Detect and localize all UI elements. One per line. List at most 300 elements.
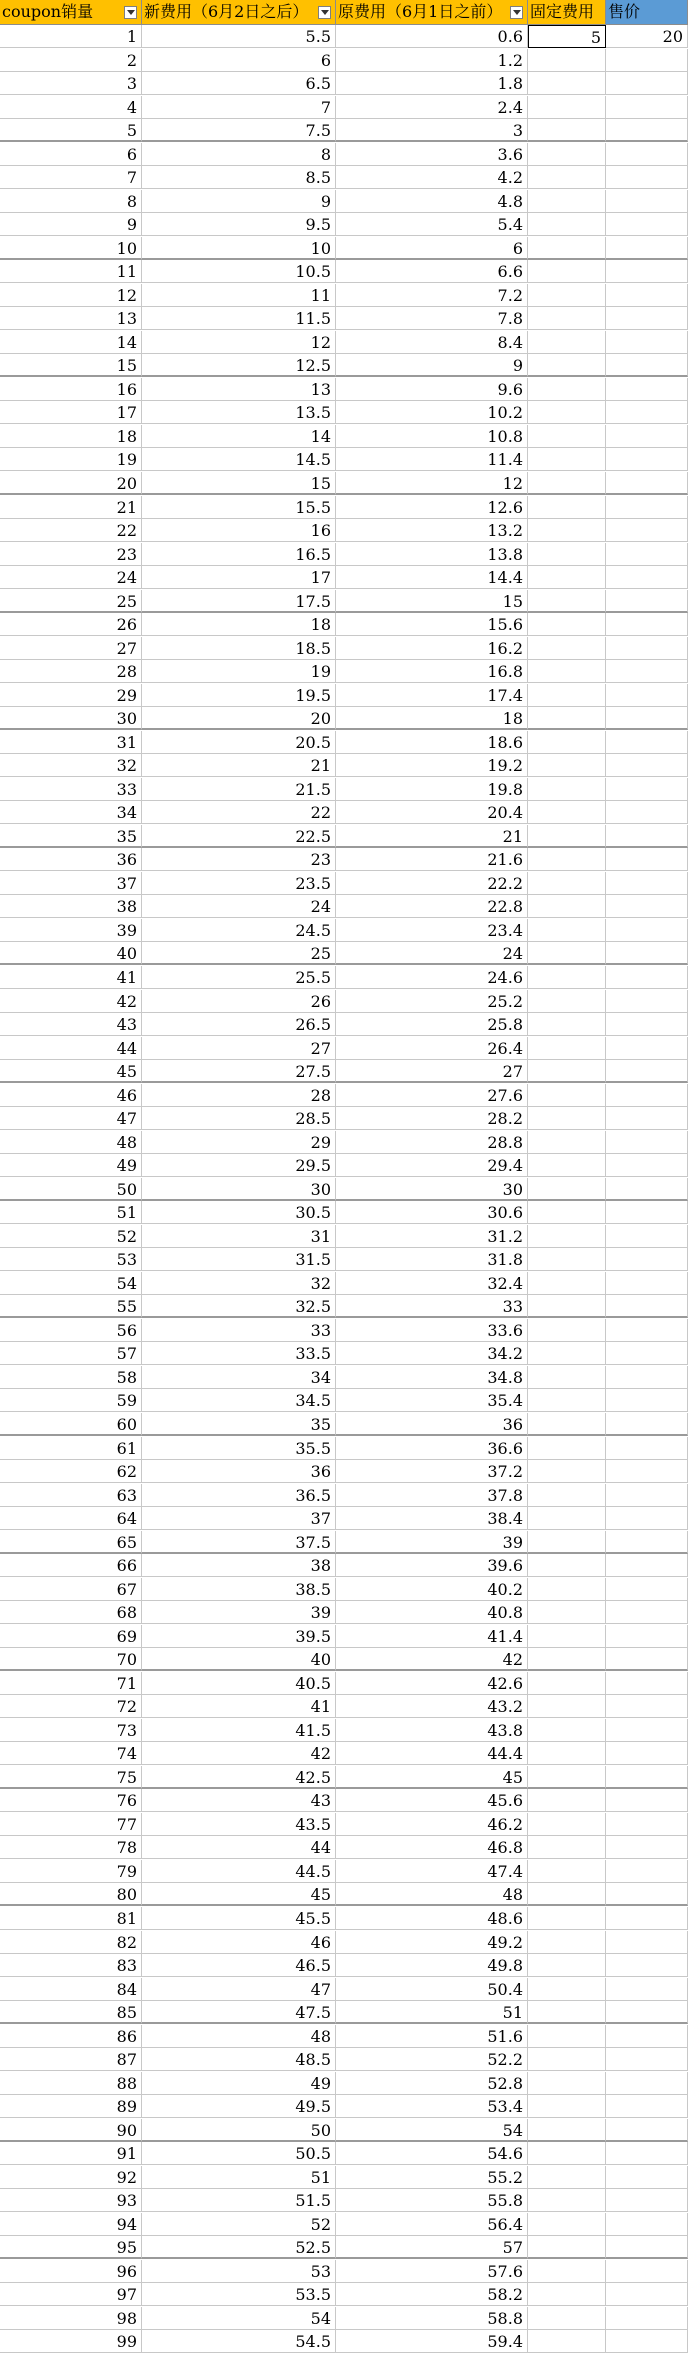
cell-fixed-cost[interactable] [528,1625,606,1648]
cell-old-fee[interactable]: 20.4 [336,801,528,824]
cell-price[interactable] [606,260,688,283]
cell-coupon-sales[interactable]: 10 [0,237,142,260]
cell-old-fee[interactable]: 1.8 [336,72,528,95]
cell-fixed-cost[interactable] [528,1836,606,1859]
cell-price[interactable] [606,2213,688,2236]
cell-new-fee[interactable]: 11 [142,284,336,307]
cell-price[interactable] [606,425,688,448]
cell-new-fee[interactable]: 47.5 [142,2001,336,2024]
cell-fixed-cost[interactable] [528,1201,606,1224]
cell-coupon-sales[interactable]: 23 [0,543,142,566]
cell-price[interactable] [606,754,688,777]
cell-price[interactable] [606,1107,688,1130]
cell-price[interactable] [606,1766,688,1789]
cell-old-fee[interactable]: 41.4 [336,1625,528,1648]
cell-fixed-cost[interactable] [528,1648,606,1671]
cell-coupon-sales[interactable]: 9 [0,213,142,236]
cell-coupon-sales[interactable]: 50 [0,1178,142,1201]
cell-coupon-sales[interactable]: 11 [0,260,142,283]
cell-coupon-sales[interactable]: 88 [0,2072,142,2095]
cell-price[interactable] [606,1389,688,1412]
cell-old-fee[interactable]: 49.2 [336,1931,528,1954]
cell-fixed-cost[interactable] [528,1342,606,1365]
cell-fixed-cost[interactable] [528,2025,606,2048]
cell-new-fee[interactable]: 32 [142,1272,336,1295]
cell-new-fee[interactable]: 18 [142,613,336,636]
cell-coupon-sales[interactable]: 82 [0,1931,142,1954]
cell-old-fee[interactable]: 30 [336,1178,528,1201]
cell-price[interactable] [606,166,688,189]
cell-new-fee[interactable]: 7.5 [142,119,336,142]
cell-old-fee[interactable]: 37.8 [336,1484,528,1507]
cell-old-fee[interactable]: 51 [336,2001,528,2024]
cell-fixed-cost[interactable] [528,190,606,213]
cell-price[interactable] [606,354,688,377]
cell-price[interactable] [606,2260,688,2283]
cell-price[interactable] [606,2095,688,2118]
cell-coupon-sales[interactable]: 61 [0,1437,142,1460]
cell-new-fee[interactable]: 18.5 [142,637,336,660]
cell-price[interactable] [606,119,688,142]
cell-fixed-cost[interactable] [528,754,606,777]
cell-old-fee[interactable]: 13.2 [336,519,528,542]
cell-coupon-sales[interactable]: 43 [0,1013,142,1036]
cell-new-fee[interactable]: 33 [142,1319,336,1342]
cell-new-fee[interactable]: 9.5 [142,213,336,236]
cell-coupon-sales[interactable]: 58 [0,1366,142,1389]
cell-price[interactable] [606,2330,688,2353]
cell-old-fee[interactable]: 2.4 [336,96,528,119]
cell-fixed-cost[interactable] [528,2283,606,2306]
cell-coupon-sales[interactable]: 38 [0,895,142,918]
cell-new-fee[interactable]: 26 [142,990,336,1013]
cell-fixed-cost[interactable] [528,1131,606,1154]
cell-price[interactable] [606,2142,688,2165]
cell-coupon-sales[interactable]: 44 [0,1037,142,1060]
cell-fixed-cost[interactable] [528,801,606,824]
cell-new-fee[interactable]: 12.5 [142,354,336,377]
cell-old-fee[interactable]: 52.2 [336,2048,528,2071]
cell-coupon-sales[interactable]: 13 [0,307,142,330]
cell-coupon-sales[interactable]: 20 [0,472,142,495]
cell-fixed-cost[interactable] [528,96,606,119]
cell-fixed-cost[interactable] [528,731,606,754]
cell-coupon-sales[interactable]: 30 [0,707,142,730]
cell-old-fee[interactable]: 57 [336,2236,528,2259]
cell-fixed-cost[interactable] [528,543,606,566]
cell-old-fee[interactable]: 18 [336,707,528,730]
cell-coupon-sales[interactable]: 59 [0,1389,142,1412]
cell-new-fee[interactable]: 38.5 [142,1578,336,1601]
cell-price[interactable] [606,72,688,95]
cell-old-fee[interactable]: 40.2 [336,1578,528,1601]
cell-old-fee[interactable]: 15.6 [336,613,528,636]
cell-fixed-cost[interactable] [528,990,606,1013]
cell-fixed-cost[interactable] [528,684,606,707]
cell-new-fee[interactable]: 39 [142,1601,336,1624]
cell-fixed-cost[interactable] [528,637,606,660]
cell-fixed-cost[interactable] [528,1719,606,1742]
cell-new-fee[interactable]: 6 [142,49,336,72]
cell-price[interactable] [606,1813,688,1836]
cell-coupon-sales[interactable]: 67 [0,1578,142,1601]
cell-price[interactable] [606,1978,688,2001]
cell-coupon-sales[interactable]: 65 [0,1531,142,1554]
cell-coupon-sales[interactable]: 83 [0,1954,142,1977]
cell-old-fee[interactable]: 14.4 [336,566,528,589]
cell-price[interactable] [606,1413,688,1436]
cell-price[interactable] [606,590,688,613]
cell-price[interactable] [606,2119,688,2142]
cell-fixed-cost[interactable] [528,1978,606,2001]
cell-new-fee[interactable]: 47 [142,1978,336,2001]
cell-old-fee[interactable]: 47.4 [336,1860,528,1883]
cell-price[interactable] [606,1319,688,1342]
cell-new-fee[interactable]: 17 [142,566,336,589]
cell-new-fee[interactable]: 38 [142,1554,336,1577]
cell-fixed-cost[interactable] [528,284,606,307]
cell-fixed-cost[interactable] [528,519,606,542]
cell-coupon-sales[interactable]: 92 [0,2166,142,2189]
cell-coupon-sales[interactable]: 85 [0,2001,142,2024]
cell-coupon-sales[interactable]: 29 [0,684,142,707]
cell-new-fee[interactable]: 46.5 [142,1954,336,1977]
cell-fixed-cost[interactable] [528,2119,606,2142]
cell-new-fee[interactable]: 36.5 [142,1484,336,1507]
cell-old-fee[interactable]: 5.4 [336,213,528,236]
cell-price[interactable] [606,1883,688,1906]
cell-fixed-cost[interactable] [528,1883,606,1906]
cell-old-fee[interactable]: 16.2 [336,637,528,660]
cell-fixed-cost[interactable] [528,1507,606,1530]
cell-coupon-sales[interactable]: 90 [0,2119,142,2142]
cell-new-fee[interactable]: 21.5 [142,778,336,801]
cell-coupon-sales[interactable]: 56 [0,1319,142,1342]
cell-old-fee[interactable]: 7.8 [336,307,528,330]
cell-coupon-sales[interactable]: 19 [0,448,142,471]
cell-price[interactable] [606,1695,688,1718]
cell-price[interactable] [606,496,688,519]
cell-fixed-cost[interactable] [528,1860,606,1883]
cell-price[interactable] [606,1648,688,1671]
cell-old-fee[interactable]: 10.8 [336,425,528,448]
cell-new-fee[interactable]: 19 [142,660,336,683]
cell-old-fee[interactable]: 36.6 [336,1437,528,1460]
cell-fixed-cost[interactable] [528,49,606,72]
cell-new-fee[interactable]: 24 [142,895,336,918]
cell-old-fee[interactable]: 42.6 [336,1672,528,1695]
cell-price[interactable] [606,2189,688,2212]
cell-old-fee[interactable]: 45 [336,1766,528,1789]
cell-fixed-cost[interactable] [528,1766,606,1789]
cell-old-fee[interactable]: 33.6 [336,1319,528,1342]
cell-new-fee[interactable]: 52 [142,2213,336,2236]
header-price[interactable] [606,0,688,25]
cell-fixed-cost[interactable] [528,448,606,471]
cell-new-fee[interactable]: 49.5 [142,2095,336,2118]
cell-old-fee[interactable]: 31.2 [336,1225,528,1248]
cell-fixed-cost[interactable] [528,237,606,260]
cell-old-fee[interactable]: 28.8 [336,1131,528,1154]
cell-coupon-sales[interactable]: 94 [0,2213,142,2236]
cell-fixed-cost[interactable] [528,1013,606,1036]
cell-old-fee[interactable]: 38.4 [336,1507,528,1530]
cell-coupon-sales[interactable]: 80 [0,1883,142,1906]
cell-fixed-cost[interactable] [528,1319,606,1342]
header-old-fee[interactable] [336,0,528,25]
cell-price[interactable] [606,872,688,895]
cell-new-fee[interactable]: 54 [142,2307,336,2330]
cell-new-fee[interactable]: 35.5 [142,1437,336,1460]
cell-new-fee[interactable]: 21 [142,754,336,777]
cell-fixed-cost[interactable] [528,1178,606,1201]
cell-old-fee[interactable]: 46.2 [336,1813,528,1836]
cell-fixed-cost[interactable] [528,260,606,283]
cell-price[interactable] [606,1907,688,1930]
cell-price[interactable] [606,1295,688,1318]
cell-new-fee[interactable]: 25 [142,942,336,965]
cell-old-fee[interactable]: 21.6 [336,848,528,871]
cell-old-fee[interactable]: 22.2 [336,872,528,895]
cell-old-fee[interactable]: 23.4 [336,919,528,942]
cell-new-fee[interactable]: 27.5 [142,1060,336,1083]
cell-old-fee[interactable]: 22.8 [336,895,528,918]
cell-fixed-cost[interactable] [528,707,606,730]
cell-fixed-cost[interactable] [528,1225,606,1248]
cell-fixed-cost[interactable] [528,2260,606,2283]
cell-new-fee[interactable]: 44 [142,1836,336,1859]
cell-new-fee[interactable]: 22.5 [142,825,336,848]
cell-old-fee[interactable]: 19.2 [336,754,528,777]
cell-fixed-cost[interactable] [528,1366,606,1389]
cell-coupon-sales[interactable]: 46 [0,1084,142,1107]
cell-old-fee[interactable]: 21 [336,825,528,848]
cell-price[interactable] [606,2072,688,2095]
cell-coupon-sales[interactable]: 79 [0,1860,142,1883]
cell-price[interactable] [606,1366,688,1389]
cell-fixed-cost[interactable] [528,942,606,965]
cell-old-fee[interactable]: 45.6 [336,1789,528,1812]
cell-old-fee[interactable]: 54 [336,2119,528,2142]
cell-fixed-cost[interactable] [528,566,606,589]
cell-old-fee[interactable]: 9 [336,354,528,377]
cell-price[interactable] [606,1013,688,1036]
cell-old-fee[interactable]: 13.8 [336,543,528,566]
header-new-fee[interactable] [142,0,336,25]
cell-fixed-cost[interactable] [528,1601,606,1624]
cell-price[interactable] [606,942,688,965]
cell-coupon-sales[interactable]: 17 [0,401,142,424]
cell-coupon-sales[interactable]: 86 [0,2025,142,2048]
cell-new-fee[interactable]: 49 [142,2072,336,2095]
cell-price[interactable] [606,1625,688,1648]
cell-fixed-cost[interactable] [528,1272,606,1295]
cell-new-fee[interactable]: 48.5 [142,2048,336,2071]
cell-fixed-cost[interactable] [528,1578,606,1601]
cell-coupon-sales[interactable]: 6 [0,143,142,166]
cell-new-fee[interactable]: 48 [142,2025,336,2048]
cell-fixed-cost[interactable] [528,1813,606,1836]
cell-new-fee[interactable]: 51.5 [142,2189,336,2212]
cell-price[interactable] [606,1789,688,1812]
cell-price[interactable] [606,966,688,989]
cell-fixed-cost[interactable] [528,1531,606,1554]
cell-coupon-sales[interactable]: 55 [0,1295,142,1318]
cell-old-fee[interactable]: 30.6 [336,1201,528,1224]
cell-price[interactable] [606,213,688,236]
cell-fixed-cost[interactable] [528,2001,606,2024]
cell-price[interactable] [606,1084,688,1107]
cell-fixed-cost[interactable] [528,143,606,166]
cell-coupon-sales[interactable]: 54 [0,1272,142,1295]
cell-price[interactable] [606,401,688,424]
cell-coupon-sales[interactable]: 75 [0,1766,142,1789]
cell-fixed-cost[interactable] [528,1037,606,1060]
cell-coupon-sales[interactable]: 95 [0,2236,142,2259]
cell-new-fee[interactable]: 50 [142,2119,336,2142]
cell-coupon-sales[interactable]: 48 [0,1131,142,1154]
cell-coupon-sales[interactable]: 60 [0,1413,142,1436]
cell-price[interactable] [606,1201,688,1224]
cell-price[interactable] [606,472,688,495]
cell-fixed-cost[interactable] [528,166,606,189]
cell-new-fee[interactable]: 34 [142,1366,336,1389]
cell-coupon-sales[interactable]: 52 [0,1225,142,1248]
cell-new-fee[interactable]: 43.5 [142,1813,336,1836]
cell-new-fee[interactable]: 52.5 [142,2236,336,2259]
cell-new-fee[interactable]: 8.5 [142,166,336,189]
cell-price[interactable] [606,2025,688,2048]
cell-fixed-cost[interactable] [528,872,606,895]
cell-coupon-sales[interactable]: 76 [0,1789,142,1812]
cell-coupon-sales[interactable]: 87 [0,2048,142,2071]
cell-new-fee[interactable]: 33.5 [142,1342,336,1365]
cell-old-fee[interactable]: 16.8 [336,660,528,683]
cell-price[interactable] [606,378,688,401]
cell-price[interactable] [606,1248,688,1271]
cell-new-fee[interactable]: 28.5 [142,1107,336,1130]
cell-price[interactable] [606,1836,688,1859]
cell-fixed-cost[interactable]: 5 [528,25,606,48]
cell-old-fee[interactable]: 42 [336,1648,528,1671]
cell-price[interactable]: 20 [606,25,688,48]
cell-price[interactable] [606,1060,688,1083]
cell-new-fee[interactable]: 35 [142,1413,336,1436]
cell-old-fee[interactable]: 57.6 [336,2260,528,2283]
cell-old-fee[interactable]: 46.8 [336,1836,528,1859]
cell-price[interactable] [606,1037,688,1060]
cell-old-fee[interactable]: 18.6 [336,731,528,754]
cell-new-fee[interactable]: 7 [142,96,336,119]
cell-price[interactable] [606,1272,688,1295]
cell-old-fee[interactable]: 24 [336,942,528,965]
cell-new-fee[interactable]: 26.5 [142,1013,336,1036]
cell-coupon-sales[interactable]: 98 [0,2307,142,2330]
cell-coupon-sales[interactable]: 3 [0,72,142,95]
cell-price[interactable] [606,731,688,754]
cell-fixed-cost[interactable] [528,590,606,613]
cell-price[interactable] [606,1578,688,1601]
cell-fixed-cost[interactable] [528,1060,606,1083]
cell-new-fee[interactable]: 31 [142,1225,336,1248]
cell-new-fee[interactable]: 13.5 [142,401,336,424]
cell-coupon-sales[interactable]: 15 [0,354,142,377]
cell-fixed-cost[interactable] [528,1554,606,1577]
cell-fixed-cost[interactable] [528,307,606,330]
cell-price[interactable] [606,1931,688,1954]
cell-fixed-cost[interactable] [528,1460,606,1483]
cell-new-fee[interactable]: 29.5 [142,1154,336,1177]
cell-old-fee[interactable]: 31.8 [336,1248,528,1271]
cell-fixed-cost[interactable] [528,895,606,918]
cell-old-fee[interactable]: 39.6 [336,1554,528,1577]
cell-old-fee[interactable]: 19.8 [336,778,528,801]
cell-old-fee[interactable]: 53.4 [336,2095,528,2118]
cell-new-fee[interactable]: 29 [142,1131,336,1154]
cell-old-fee[interactable]: 40.8 [336,1601,528,1624]
cell-coupon-sales[interactable]: 97 [0,2283,142,2306]
cell-coupon-sales[interactable]: 74 [0,1742,142,1765]
cell-new-fee[interactable]: 45.5 [142,1907,336,1930]
cell-coupon-sales[interactable]: 25 [0,590,142,613]
cell-old-fee[interactable]: 35.4 [336,1389,528,1412]
cell-price[interactable] [606,2236,688,2259]
filter-dropdown-icon[interactable] [318,6,331,19]
cell-old-fee[interactable]: 1.2 [336,49,528,72]
cell-price[interactable] [606,237,688,260]
cell-price[interactable] [606,895,688,918]
cell-old-fee[interactable]: 28.2 [336,1107,528,1130]
cell-old-fee[interactable]: 11.4 [336,448,528,471]
cell-coupon-sales[interactable]: 63 [0,1484,142,1507]
cell-new-fee[interactable]: 39.5 [142,1625,336,1648]
cell-old-fee[interactable]: 55.2 [336,2166,528,2189]
cell-price[interactable] [606,284,688,307]
cell-price[interactable] [606,848,688,871]
cell-price[interactable] [606,825,688,848]
cell-new-fee[interactable]: 30.5 [142,1201,336,1224]
cell-price[interactable] [606,684,688,707]
cell-fixed-cost[interactable] [528,613,606,636]
cell-new-fee[interactable]: 17.5 [142,590,336,613]
cell-price[interactable] [606,1225,688,1248]
cell-coupon-sales[interactable]: 39 [0,919,142,942]
cell-new-fee[interactable]: 51 [142,2166,336,2189]
cell-coupon-sales[interactable]: 49 [0,1154,142,1177]
cell-old-fee[interactable]: 36 [336,1413,528,1436]
cell-coupon-sales[interactable]: 28 [0,660,142,683]
cell-old-fee[interactable]: 43.2 [336,1695,528,1718]
cell-new-fee[interactable]: 45 [142,1883,336,1906]
cell-price[interactable] [606,307,688,330]
cell-old-fee[interactable]: 48.6 [336,1907,528,1930]
cell-fixed-cost[interactable] [528,213,606,236]
cell-old-fee[interactable]: 34.2 [336,1342,528,1365]
cell-old-fee[interactable]: 50.4 [336,1978,528,2001]
cell-new-fee[interactable]: 23.5 [142,872,336,895]
cell-coupon-sales[interactable]: 69 [0,1625,142,1648]
cell-coupon-sales[interactable]: 73 [0,1719,142,1742]
cell-new-fee[interactable]: 53 [142,2260,336,2283]
cell-price[interactable] [606,1460,688,1483]
cell-old-fee[interactable]: 33 [336,1295,528,1318]
cell-new-fee[interactable]: 46 [142,1931,336,1954]
cell-fixed-cost[interactable] [528,2307,606,2330]
cell-old-fee[interactable]: 12.6 [336,496,528,519]
cell-fixed-cost[interactable] [528,966,606,989]
cell-price[interactable] [606,1507,688,1530]
cell-new-fee[interactable]: 50.5 [142,2142,336,2165]
